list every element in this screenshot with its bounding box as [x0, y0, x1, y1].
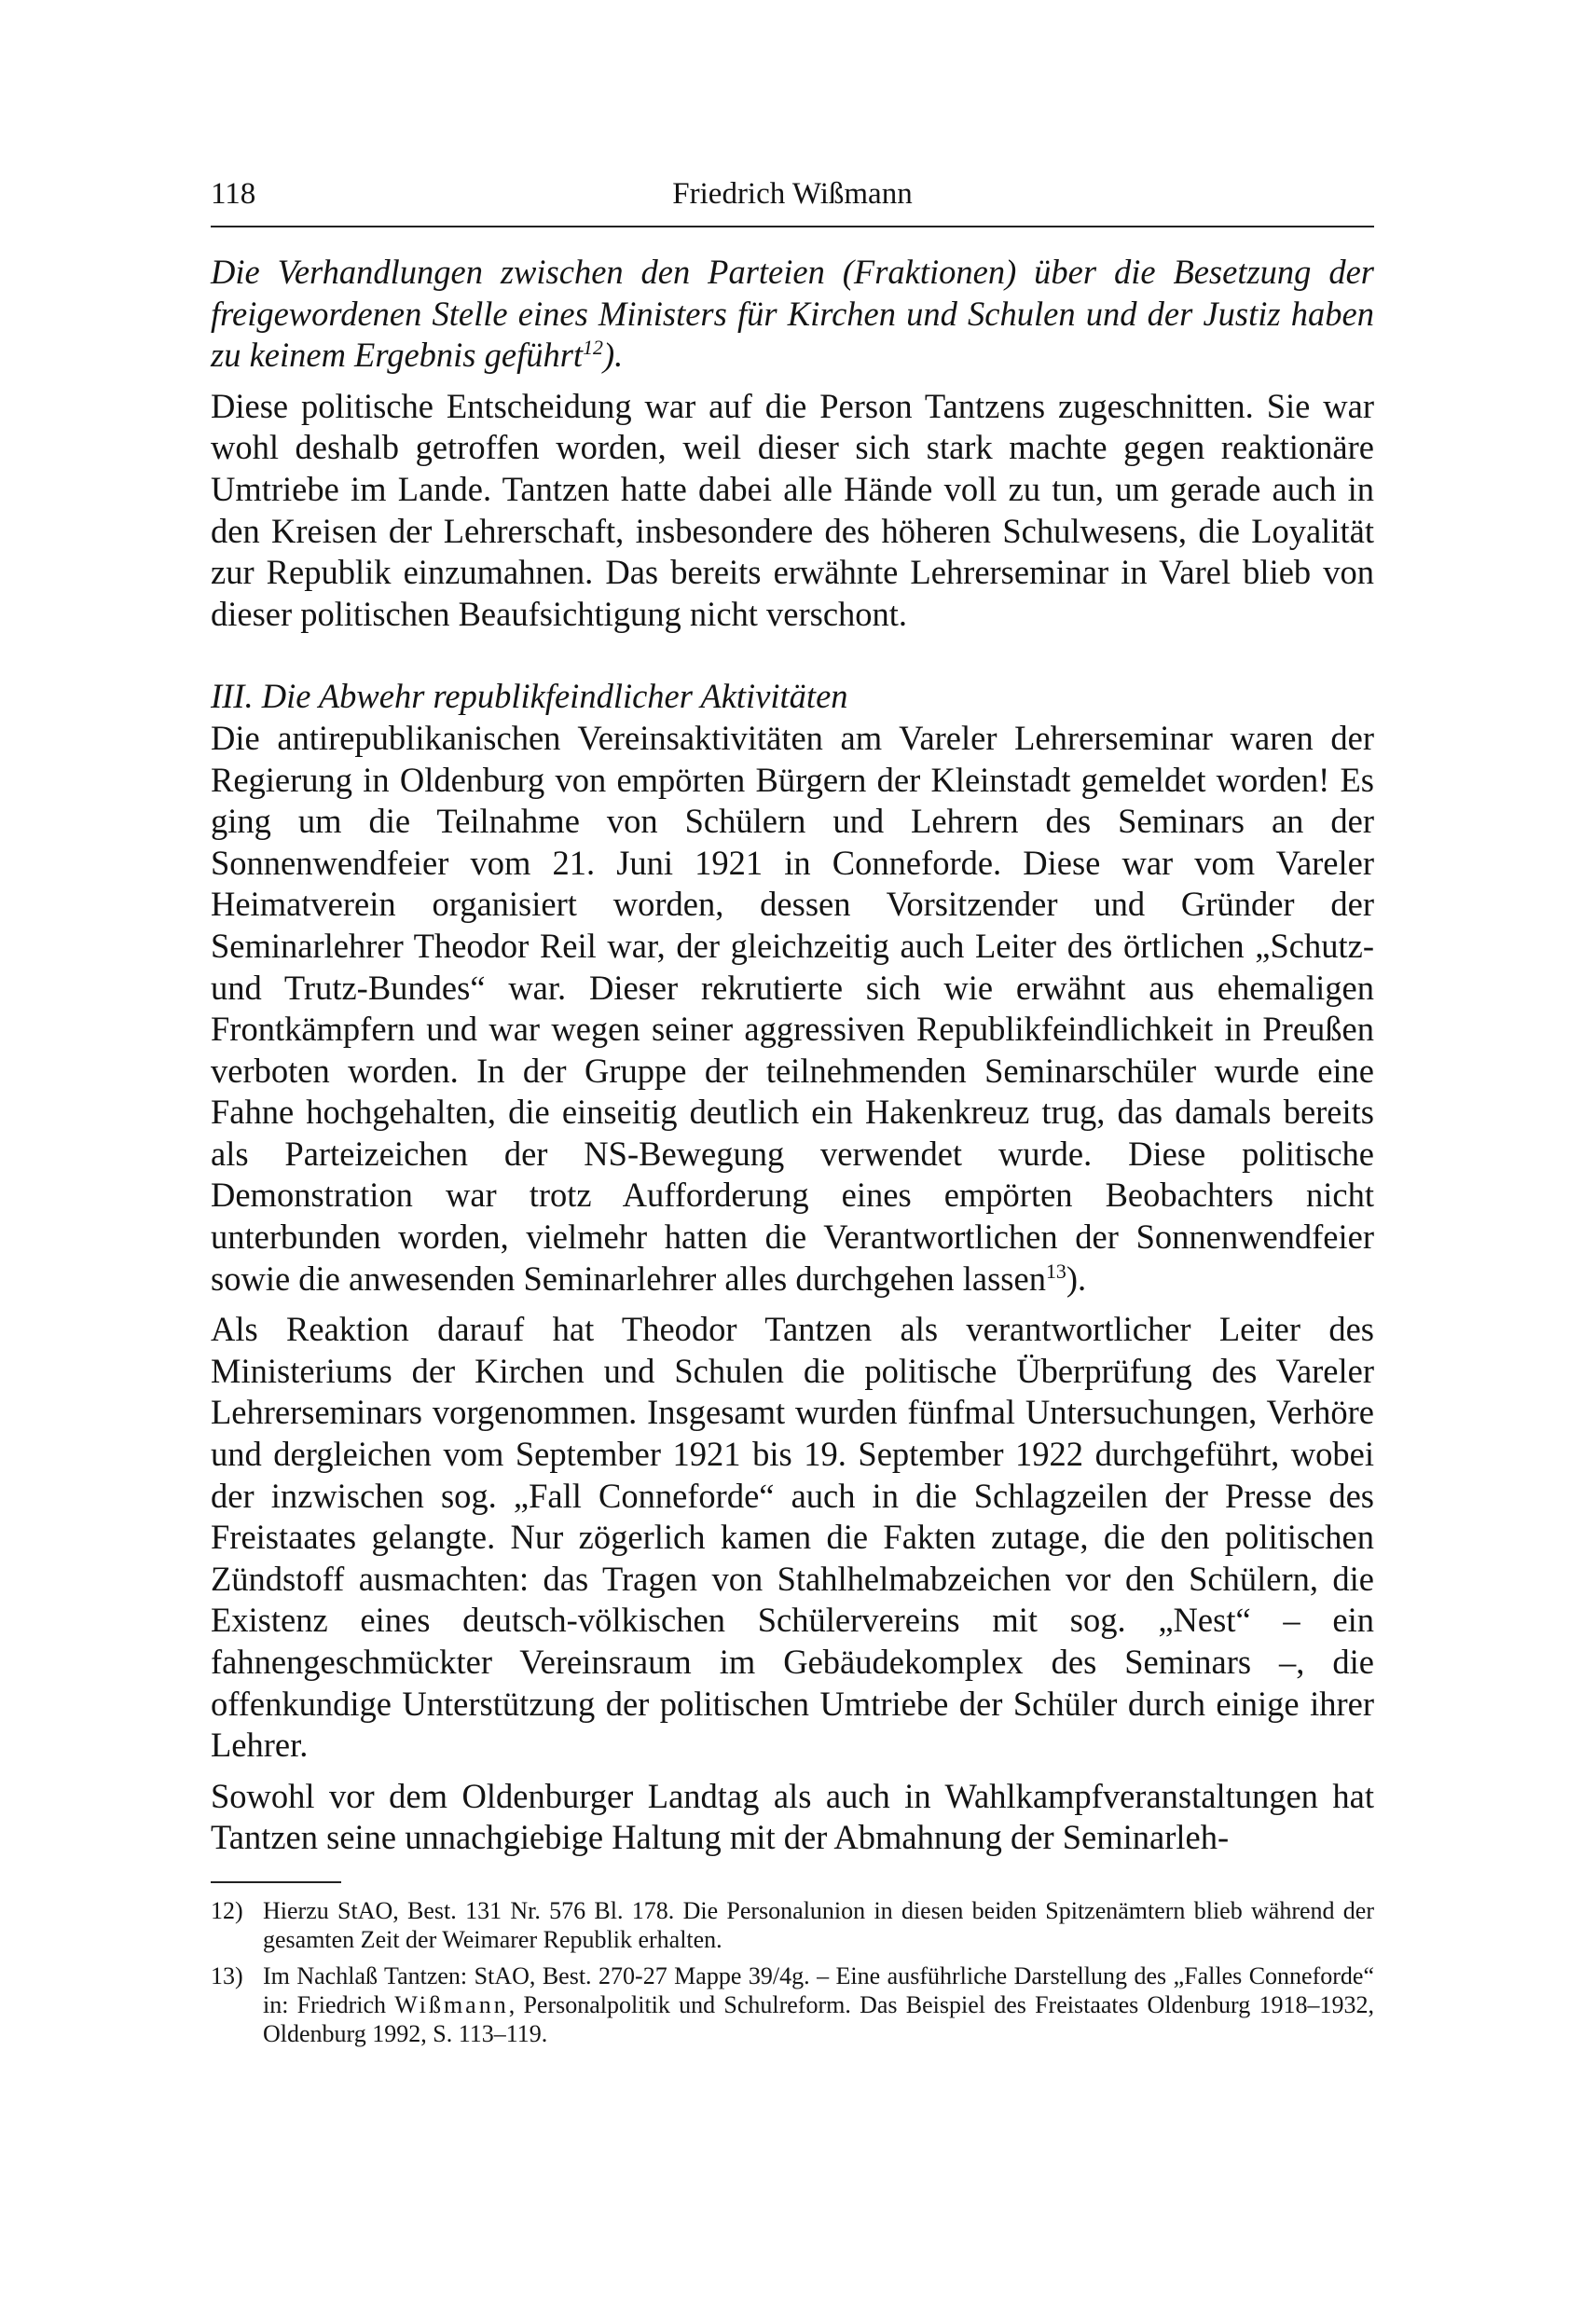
quote-end: ). — [602, 336, 624, 375]
footnote-rule — [211, 1881, 341, 1883]
section-spacer — [211, 635, 1374, 676]
footnote-13 — [211, 1961, 1374, 2048]
paragraph: Sowohl vor dem Oldenburger Landtag als auch in Wahlkampfveranstaltungen hat Tantzen seine unnachgiebige Haltung mit der Abmahnung der Seminarleh- — [211, 1776, 1374, 1857]
footnote-text: Hierzu StAO, Best. 131 Nr. 576 Bl. 178. Die Personalunion in diesen beiden Spitzenämtern blieb während der gesamten Zeit der Weimarer Republik erhalten. — [263, 1896, 1374, 1953]
section-heading: III. Die Abwehr republikfeindlicher Aktivitäten — [211, 677, 848, 716]
footnote-mark: 12) — [211, 1896, 243, 1924]
paragraph: Diese politische Entscheidung war auf die Person Tantzens zugeschnitten. Sie war wohl deshalb getroffen worden, weil dieser sich stark machte gegen reaktionäre Umtriebe im Lande. Tantzen hatte dabei alle Hände voll zu tun, um gerade auch in den Kreisen der Lehrerschaft, insbesondere des höheren Schulwesens, die Loyalität zur Republik einzumahnen. Das bereits erwähnte Lehrerseminar in Varel blieb von dieser politischen Beaufsichtigung nicht verschont. — [211, 386, 1374, 633]
paragraph — [211, 718, 1374, 1300]
footnote-text — [263, 1961, 1374, 2048]
paragraph-text: Die antirepublikanischen Vereinsaktivitäten am Vareler Lehrerseminar waren der Regierung in Oldenburg von empörten Bürgern der Kleinstadt gemeldet worden! Es ging um die Teilnahme von Schülern und Lehrern des Seminars an der Sonnenwendfeier vom 21. Juni 1921 in Conneforde. Diese war vom Vareler Heimatverein organisiert worden, dessen Vorsitzender und Gründer der Seminarlehrer Theodor Reil war, der gleichzeitig auch Leiter des örtlichen „Schutz- und Trutz-Bundes“ war. Dieser rekrutierte sich wie erwähnt aus ehemaligen Frontkämpfern und war wegen seiner aggressiven Republikfeindlichkeit in Preußen verboten worden. In der Gruppe der teilnehmenden Seminarschüler wurde eine Fahne hochgehalten, die einseitig deutlich ein Hakenkreuz trug, das damals bereits als Parteizeichen der NS-Bewegung verwendet wurde. Diese politische Demonstration war trotz Aufforderung eines empörten Beobachters nicht unterbunden worden, vielmehr hatten die Verantwortlichen der Sonnenwendfeier sowie die anwesenden Seminarlehrer alles durchgehen lassen — [211, 718, 1374, 1298]
book-page — [211, 177, 1374, 2056]
footnote-mark: 13) — [211, 1961, 243, 1989]
paragraph-end: ). — [1066, 1259, 1087, 1298]
block-quote — [211, 252, 1374, 377]
body-text — [211, 252, 1374, 1859]
footnote-ref-13: 13 — [1045, 1259, 1066, 1283]
page-number: 118 — [211, 177, 256, 211]
header-rule — [211, 226, 1374, 227]
footnote-12 — [211, 1896, 1374, 1954]
quote-text: Die Verhandlungen zwischen den Parteien (Fraktionen) über die Besetzung der freigewordenen Stelle eines Ministers für Kirchen und Schulen und der Justiz haben zu keinem Ergebnis geführt — [211, 253, 1374, 375]
footnote-ref-12: 12 — [583, 336, 603, 360]
footnote-text-start: Im Nachlaß Tantzen: StAO, Best. 270-27 Mappe 39/4g. – Eine ausführliche Darstellung des „Falles Conneforde“ in: Friedrich — [263, 1961, 1374, 2018]
page-header — [211, 177, 1374, 222]
running-head: Friedrich Wißmann — [672, 177, 913, 211]
paragraph: Als Reaktion darauf hat Theodor Tantzen als verantwortlicher Leiter des Ministeriums der Kirchen und Schulen die politische Überprüfung des Vareler Lehrerseminars vorgenommen. Insgesamt wurden fünfmal Untersuchungen, Verhöre und dergleichen vom September 1921 bis 19. September 1922 durchgeführt, wobei der inzwischen sog. „Fall Conneforde“ auch in die Schlagzeilen der Presse des Freistaates gelangte. Nur zögerlich kamen die Fakten zutage, die den politischen Zündstoff ausmachten: das Tragen von Stahlhelmabzeichen vor den Schülern, die Existenz eines deutsch-völkischen Schülervereins mit sog. „Nest“ – ein fahnengeschmückter Vereinsraum im Gebäudekomplex des Seminars –, die offenkundige Unterstützung der politischen Umtriebe der Schüler durch einige ihrer Lehrer. — [211, 1310, 1374, 1765]
footnotes — [211, 1896, 1374, 2048]
footnote-author: Wißmann — [394, 1990, 509, 2018]
footnote-text-end: , Personalpolitik und Schulreform. Das Beispiel des Freistaates Oldenburg 1918–1932, Oldenburg 1992, S. 113–119. — [263, 1990, 1374, 2047]
